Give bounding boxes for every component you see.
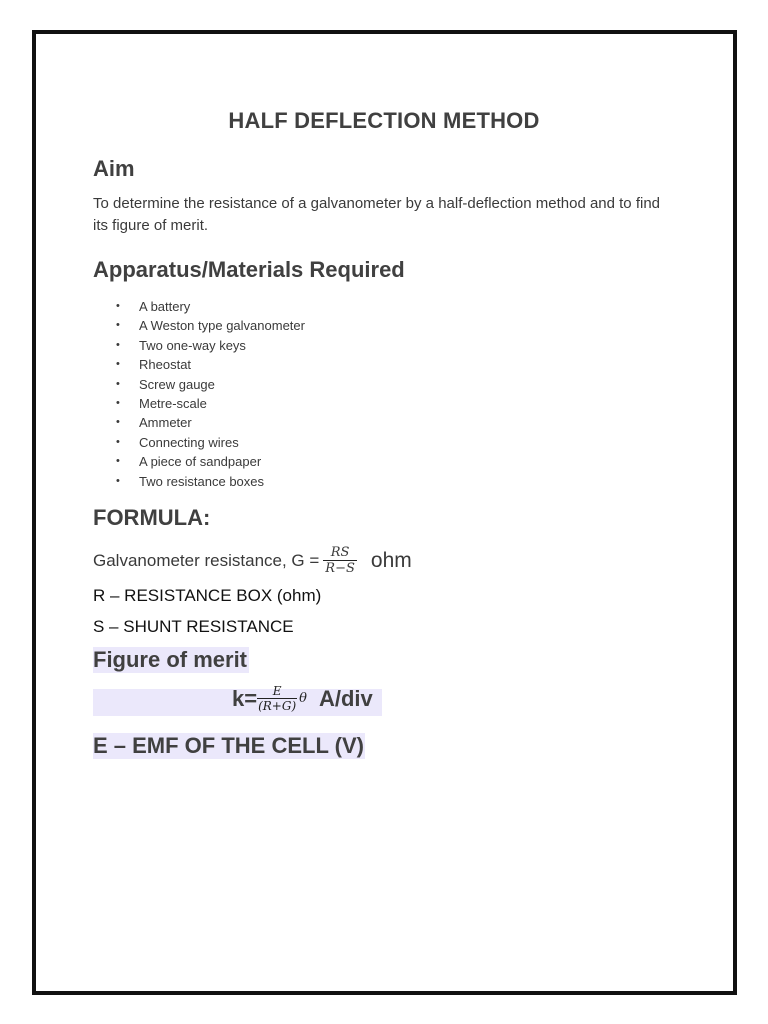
aim-heading: Aim (93, 156, 135, 181)
bullet-icon: • (116, 338, 120, 351)
list-item: • A battery (93, 297, 305, 316)
bullet-icon: • (116, 435, 120, 448)
bullet-icon: • (116, 377, 120, 390)
list-item: • Metre-scale (93, 394, 305, 413)
bullet-icon: • (116, 358, 120, 371)
definition-r: R – RESISTANCE BOX (ohm) (93, 586, 322, 605)
list-item: • Connecting wires (93, 433, 305, 452)
fraction-numerator: RS (330, 545, 350, 560)
list-item: • A piece of sandpaper (93, 452, 305, 471)
list-item: • Screw gauge (93, 375, 305, 394)
apparatus-heading: Apparatus/Materials Required (93, 257, 405, 282)
aim-text: To determine the resistance of a galvanometer by a half-deflection method and to find its figure of merit. (93, 195, 661, 234)
galvanometer-label: Galvanometer resistance, G = (93, 550, 320, 570)
resistance-fraction (323, 545, 357, 576)
merit-unit: A/div (318, 685, 373, 711)
formula-heading: FORMULA: (93, 505, 211, 530)
list-item: • Rheostat (93, 355, 305, 374)
bullet-icon: • (116, 455, 120, 468)
bullet-icon: • (116, 397, 120, 410)
definition-s: S – SHUNT RESISTANCE (93, 617, 294, 636)
merit-numerator: E (272, 684, 282, 698)
apparatus-list (93, 297, 305, 491)
k-formula (232, 684, 373, 713)
bullet-icon: • (116, 300, 120, 312)
fraction-denominator: R−S (325, 561, 355, 576)
list-item: • A Weston type galvanometer (93, 316, 305, 335)
emf-definition: E – EMF OF THE CELL (V) (93, 733, 364, 758)
merit-denominator: (R+G) (258, 699, 297, 713)
galvanometer-formula (93, 545, 412, 576)
bullet-icon: • (116, 319, 120, 332)
document-title: HALF DEFLECTION METHOD (228, 108, 540, 133)
ohm-unit: ohm (370, 548, 412, 572)
bullet-icon: • (116, 416, 120, 429)
list-item: • Two one-way keys (93, 336, 305, 355)
bullet-icon: • (116, 474, 120, 487)
theta-symbol: θ (299, 691, 307, 706)
list-item: • Two resistance boxes (93, 472, 305, 491)
list-item: • Ammeter (93, 413, 305, 432)
k-label: k= (232, 685, 258, 711)
merit-fraction (257, 684, 297, 713)
figure-of-merit-heading: Figure of merit (93, 647, 248, 672)
